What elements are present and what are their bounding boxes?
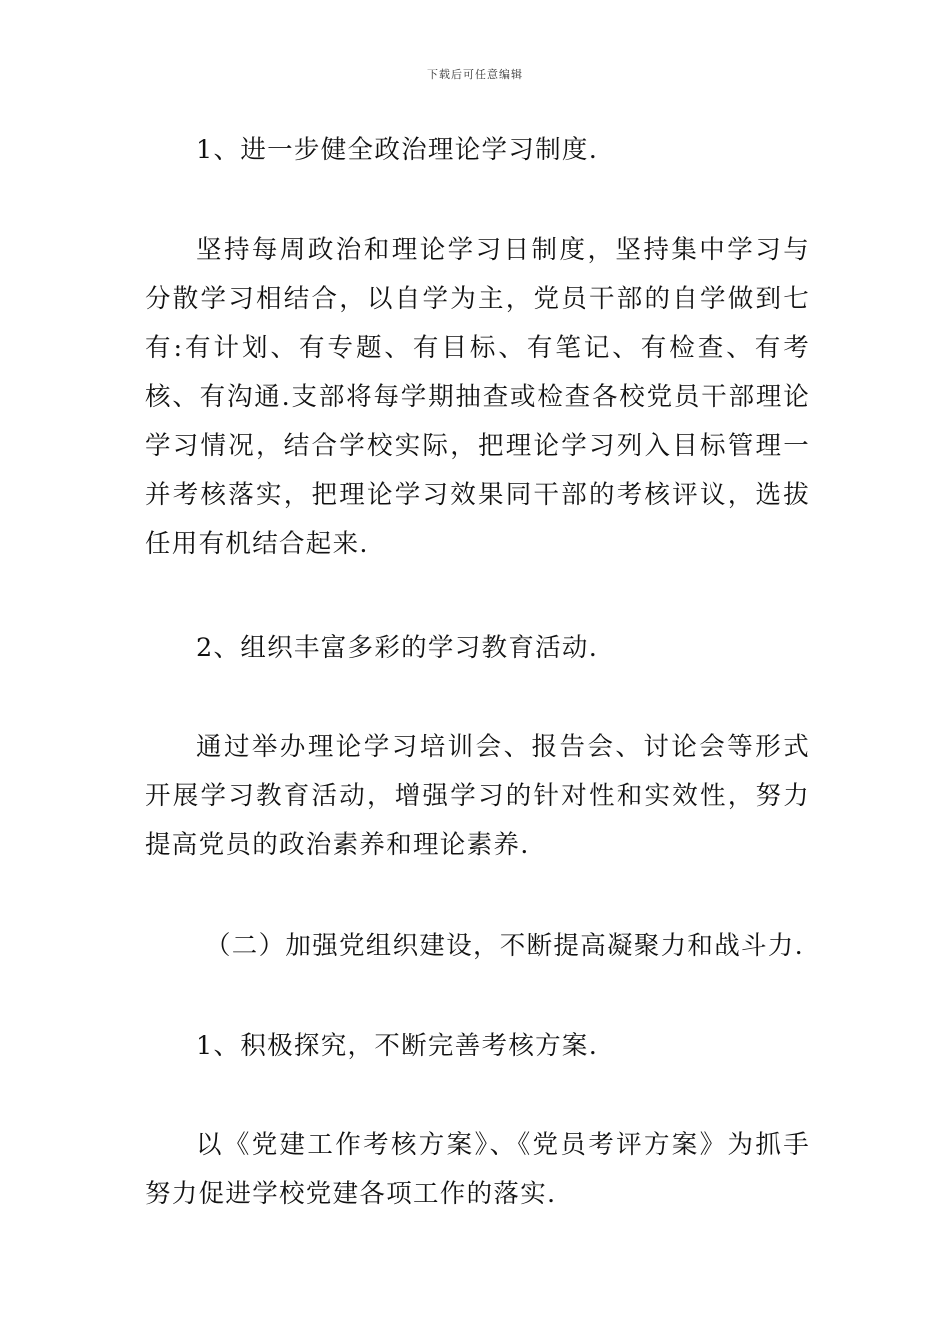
heading-1-assessment-plan: 1、积极探究，不断完善考核方案. [196, 1031, 599, 1061]
heading-2-education-activities: 2、组织丰富多彩的学习教育活动. [196, 633, 599, 663]
paragraph-assessment-plan: 以《党建工作考核方案》、《党员考评方案》为抓手努力促进学校党建各项工作的落实. [145, 1130, 810, 1209]
page-header: 下载后可任意编辑 [427, 68, 523, 81]
heading-1-study-system: 1、进一步健全政治理论学习制度. [196, 135, 599, 165]
paragraph-education-activities: 通过举办理论学习培训会、报告会、讨论会等形式开展学习教育活动，增强学习的针对性和实效性，努力提高党员的政治素养和理论素养. [145, 732, 810, 860]
paragraph-study-system: 坚持每周政治和理论学习日制度，坚持集中学习与分散学习相结合，以自学为主，党员干部的自学做到七有:有计划、有专题、有目标、有笔记、有检查、有考核、有沟通.支部将每学期抽查或检查各校党员干部理论学习情况，结合学校实际，把理论学习列入目标管理一并考核落实，把理论学习效果同干部的考核评议，选拔任用有机结合起来. [145, 235, 810, 559]
section-heading-party-organization: （二）加强党组织建设，不断提高凝聚力和战斗力. [205, 931, 805, 961]
